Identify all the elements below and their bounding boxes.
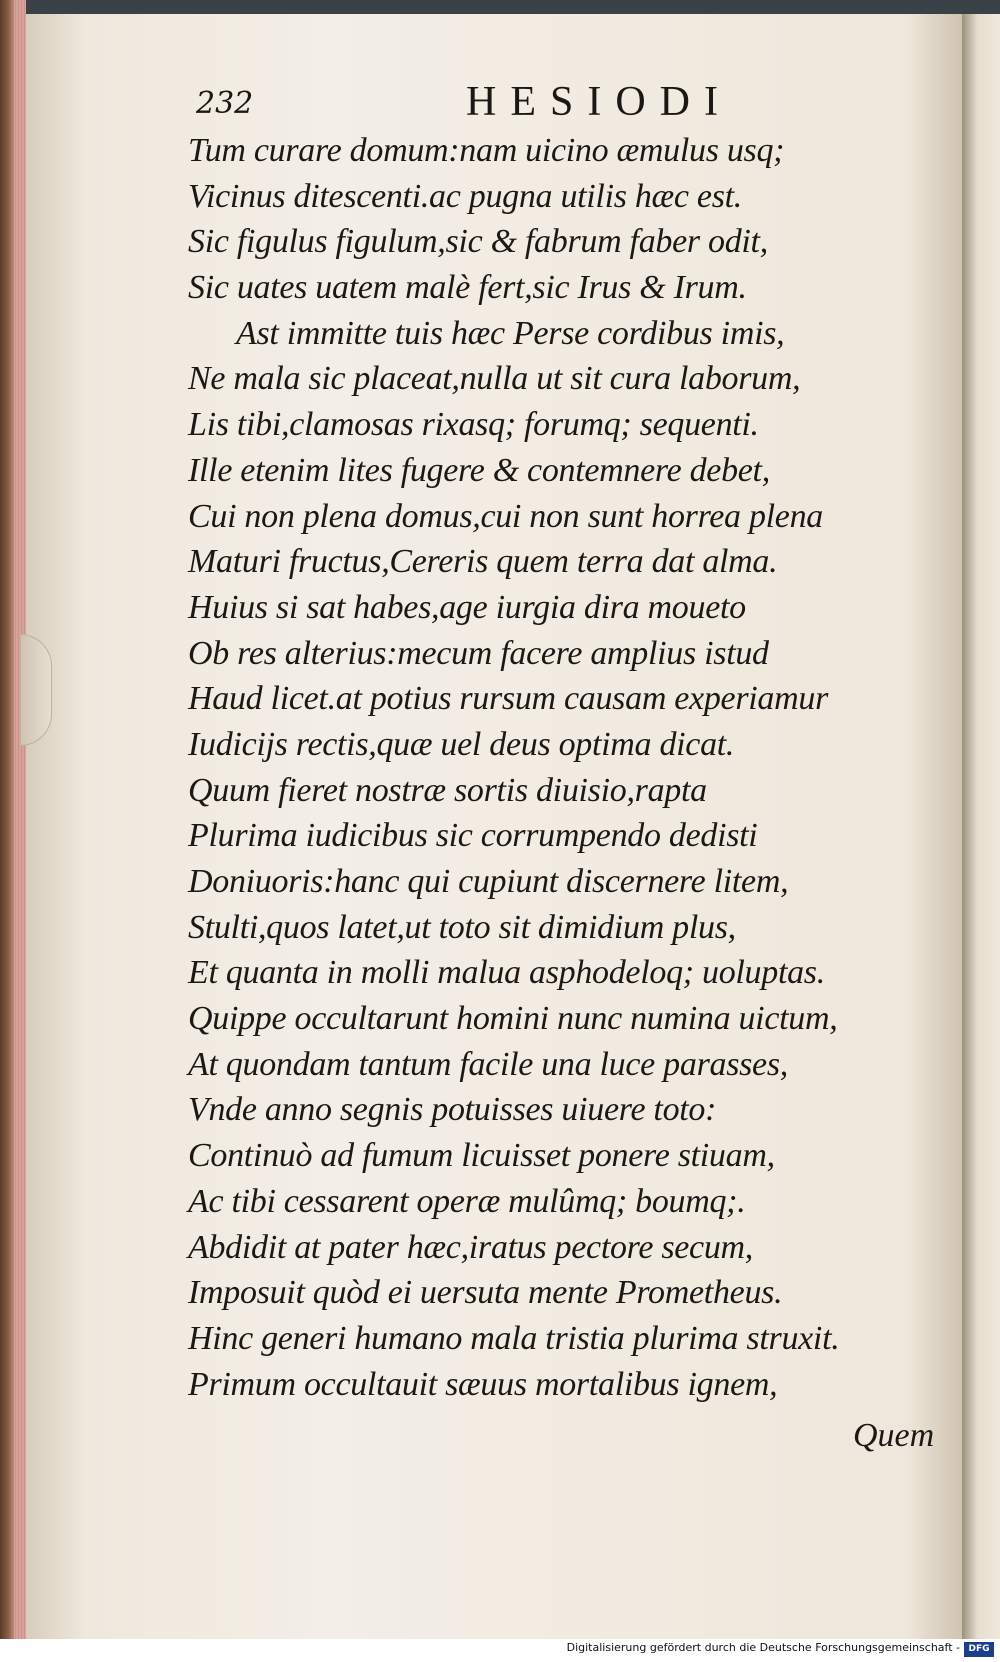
footer-bar	[0, 1639, 1000, 1662]
verse-line: Maturi fructus,Cereris quem terra dat alma.	[188, 543, 778, 581]
book-page	[26, 14, 962, 1639]
page-number: 232	[196, 86, 254, 121]
page-edges	[14, 0, 26, 1662]
verse-line: Abdidit at pater hæc,iratus pectore secum,	[188, 1228, 754, 1266]
verse-text	[188, 128, 888, 1407]
verse-line: Et quanta in molli malua asphodeloq; uoluptas.	[188, 954, 825, 992]
verse-line: Tum curare domum:nam uicino æmulus usq;	[188, 132, 785, 169]
book-cover-edge	[0, 0, 14, 1662]
verse-line: Iudicijs rectis,quæ uel deus optima dicat.	[188, 725, 735, 763]
verse-line: Ob res alterius:mecum facere amplius istud	[188, 634, 769, 672]
verse-line: Hinc generi humano mala tristia plurima struxit.	[188, 1319, 840, 1357]
verse-line: Ac tibi cessarent operæ mulûmq; boumq;.	[188, 1182, 746, 1220]
verse-line: Stulti,quos latet,ut toto sit dimidium plus,	[188, 908, 736, 946]
verse-line: Quum fieret nostræ sortis diuisio,rapta	[188, 771, 707, 809]
verse-line: Cui non plena domus,cui non sunt horrea plena	[188, 497, 823, 535]
book-cover-top	[0, 0, 1000, 14]
verse-line: Vnde anno segnis potuisses uiuere toto:	[188, 1091, 717, 1129]
clasp-shadow	[20, 634, 52, 746]
verse-line: Plurima iudicibus sic corrumpendo dedisti	[188, 817, 758, 855]
verse-line: Primum occultauit sæuus mortalibus ignem,	[188, 1365, 778, 1403]
verse-line: Vicinus ditescenti.ac pugna utilis hæc est.	[188, 177, 742, 215]
page-header	[196, 78, 756, 128]
verse-line: Ne mala sic placeat,nulla ut sit cura laborum,	[188, 360, 801, 398]
verse-line: Lis tibi,clamosas rixasq; forumq; sequenti.	[188, 406, 759, 444]
verse-line: Haud licet.at potius rursum causam experiamur	[188, 680, 829, 718]
running-head: HESIODI	[466, 79, 732, 125]
verse-line: Sic uates uatem malè fert,sic Irus & Irum.	[188, 269, 747, 307]
verse-line: Continuò ad fumum licuisset ponere stiuam,	[188, 1137, 775, 1175]
dfg-logo: DFG	[964, 1642, 994, 1657]
verse-line: At quondam tantum facile una luce parasses,	[188, 1045, 788, 1083]
funding-credit: Digitalisierung gefördert durch die Deutsche Forschungsgemeinschaft -	[566, 1641, 960, 1654]
verse-line: Imposuit quòd ei uersuta mente Prometheus.	[188, 1274, 783, 1312]
verse-line: Quippe occultarunt homini nunc numina uictum,	[188, 1000, 838, 1038]
verse-line: Sic figulus figulum,sic & fabrum faber odit,	[188, 223, 768, 261]
verse-line: Huius si sat habes,age iurgia dira moueto	[188, 588, 746, 626]
verse-line: Doniuoris:hanc qui cupiunt discernere litem,	[188, 863, 789, 900]
verse-line: Ast immitte tuis hæc Perse cordibus imis,	[236, 314, 785, 352]
verse-line: Ille etenim lites fugere & contemnere debet,	[188, 451, 770, 489]
catchword: Quem	[853, 1417, 935, 1454]
facing-page-edge	[962, 14, 1000, 1639]
